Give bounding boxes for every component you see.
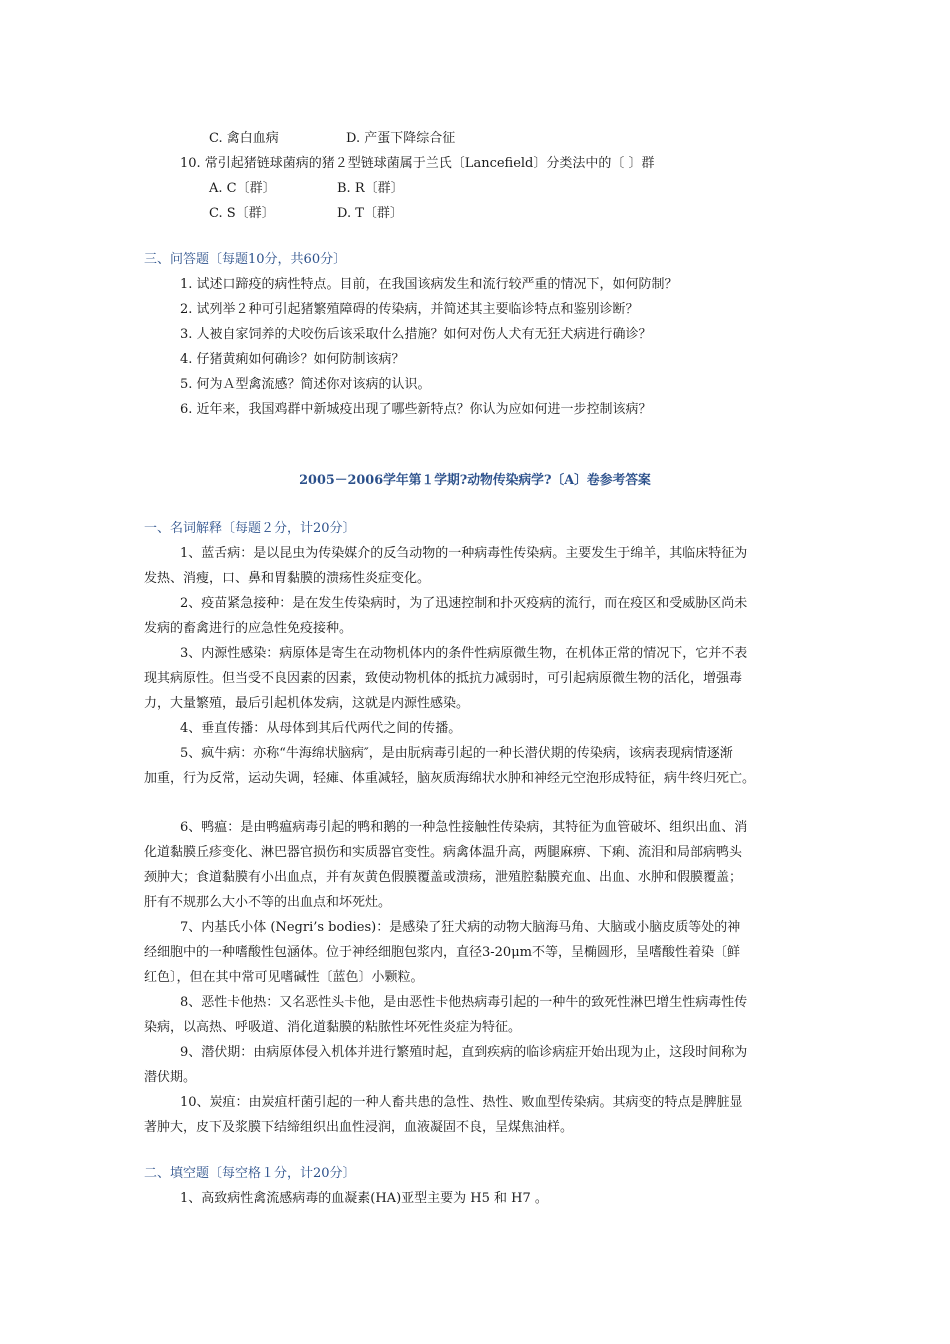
qa-item: 2. 试列举２种可引起猪繁殖障碍的传染病，并简述其主要临诊特点和鉴别诊断？ bbox=[180, 302, 639, 317]
fill-item: 1、高致病性禽流感病毒的血凝素(HA)亚型主要为 H5 和 H7 。 bbox=[180, 1191, 548, 1206]
answer-key-title: 2005－2006学年第１学期?动物传染病学?〔A〕卷参考答案 bbox=[299, 473, 651, 488]
option-row bbox=[209, 206, 403, 222]
option-row bbox=[209, 131, 455, 147]
answer-line: 著肿大，皮下及浆膜下结缔组织出血性浸润，血液凝固不良，呈煤焦油样。 bbox=[144, 1120, 574, 1135]
qa-item: 1. 试述口蹄疫的病性特点。目前，在我国该病发生和流行较严重的情况下，如何防制？ bbox=[180, 277, 678, 292]
answer-line: 4、垂直传播：从母体到其后代两代之间的传播。 bbox=[180, 721, 462, 736]
qa-item: 6. 近年来，我国鸡群中新城疫出现了哪些新特点？你认为应如何进一步控制该病？ bbox=[180, 402, 652, 417]
answer-line: 发热、消瘦，口、鼻和胃黏膜的溃疡性炎症变化。 bbox=[144, 571, 431, 586]
answer-line: 10、炭疽：由炭疽杆菌引起的一种人畜共患的急性、热性、败血型传染病。其病变的特点是脾脏显 bbox=[180, 1095, 743, 1110]
terms-section-heading: 一、名词解释〔每题２分，计20分〕 bbox=[144, 521, 356, 536]
answer-line: 5、疯牛病：亦称“牛海绵状脑病″，是由朊病毒引起的一种长潜伏期的传染病，该病表现病情逐渐 bbox=[180, 746, 733, 761]
answer-line: 发病的畜禽进行的应急性免疫接种。 bbox=[144, 621, 353, 636]
qa-item: 5. 何为Ａ型禽流感？简述你对该病的认识。 bbox=[180, 377, 431, 392]
option-c: C. S〔群〕 bbox=[209, 206, 275, 221]
answer-line: 力，大量繁殖，最后引起机体发病，这就是内源性感染。 bbox=[144, 696, 470, 711]
answer-line: 加重，行为反常，运动失调，轻瘫、体重减轻，脑灰质海绵状水肿和神经元空泡形成特征，病牛终归死亡。 bbox=[144, 771, 756, 786]
answer-line: 潜伏期。 bbox=[144, 1070, 197, 1085]
answer-line: 7、内基氏小体 (Negri’s bodies)：是感染了狂犬病的动物大脑海马角、大脑或小脑皮质等处的神 bbox=[180, 920, 741, 935]
answer-line: 化道黏膜丘疹变化、淋巴器官损伤和实质器官变性。病禽体温升高，两腿麻痹、下痢、流泪和局部病鸭头 bbox=[144, 845, 743, 860]
option-b: B. R〔群〕 bbox=[337, 181, 404, 196]
qa-section-heading: 三、问答题〔每题10分，共60分〕 bbox=[144, 252, 347, 267]
answer-line: 3、内源性感染：病原体是寄生在动物机体内的条件性病原微生物，在机体正常的情况下，它并不表 bbox=[180, 646, 748, 661]
answer-line: 6、鸭瘟：是由鸭瘟病毒引起的鸭和鹅的一种急性接触性传染病，其特征为血管破坏、组织出血、消 bbox=[180, 820, 748, 835]
option-c: C. 禽白血病 bbox=[209, 131, 279, 146]
answer-line: 红色〕，但在其中常可见嗜碱性〔蓝色〕小颗粒。 bbox=[144, 970, 424, 985]
answer-line: 经细胞中的一种嗜酸性包涵体。位于神经细胞包浆内，直径3-20μm不等，呈椭圆形，呈嗜酸性着染〔鲜 bbox=[144, 945, 740, 960]
option-d: D. 产蛋下降综合征 bbox=[346, 131, 456, 146]
answer-line: 肝有不规那么大小不等的出血点和坏死灶。 bbox=[144, 895, 392, 910]
answer-line: 现其病原性。但当受不良因素的因素，致使动物机体的抵抗力减弱时，可引起病原微生物的活化，增强毒 bbox=[144, 671, 743, 686]
answer-line: 8、恶性卡他热：又名恶性头卡他，是由恶性卡他热病毒引起的一种牛的致死性淋巴增生性病毒性传 bbox=[180, 995, 748, 1010]
answer-line: 2、疫苗紧急接种：是在发生传染病时，为了迅速控制和扑灭疫病的流行，而在疫区和受威胁区尚未 bbox=[180, 596, 748, 611]
option-d: D. T〔群〕 bbox=[337, 206, 403, 221]
qa-item: 3. 人被自家饲养的犬咬伤后该采取什么措施？如何对伤人犬有无狂犬病进行确诊？ bbox=[180, 327, 652, 342]
fill-section-heading: 二、填空题〔每空格１分，计20分〕 bbox=[144, 1166, 356, 1181]
option-a: A. C〔群〕 bbox=[209, 181, 276, 196]
answer-line: 染病，以高热、呼吸道、消化道黏膜的粘脓性坏死性炎症为特征。 bbox=[144, 1020, 522, 1035]
answer-line: 1、蓝舌病：是以昆虫为传染媒介的反刍动物的一种病毒性传染病。主要发生于绵羊，其临床特征为 bbox=[180, 546, 748, 561]
question-10: 10. 常引起猪链球菌病的猪２型链球菌属于兰氏〔Lancefield〕分类法中的〔 〕群 bbox=[180, 156, 655, 171]
answer-line: 颈肿大；食道黏膜有小出血点，并有灰黄色假膜覆盖或溃疡，泄殖腔黏膜充血、出血、水肿和假膜覆盖； bbox=[144, 870, 743, 885]
qa-item: 4. 仔猪黄痢如何确诊？如何防制该病？ bbox=[180, 352, 405, 367]
option-row bbox=[209, 181, 404, 197]
answer-line: 9、潜伏期：由病原体侵入机体并进行繁殖时起，直到疾病的临诊病症开始出现为止，这段时间称为 bbox=[180, 1045, 748, 1060]
